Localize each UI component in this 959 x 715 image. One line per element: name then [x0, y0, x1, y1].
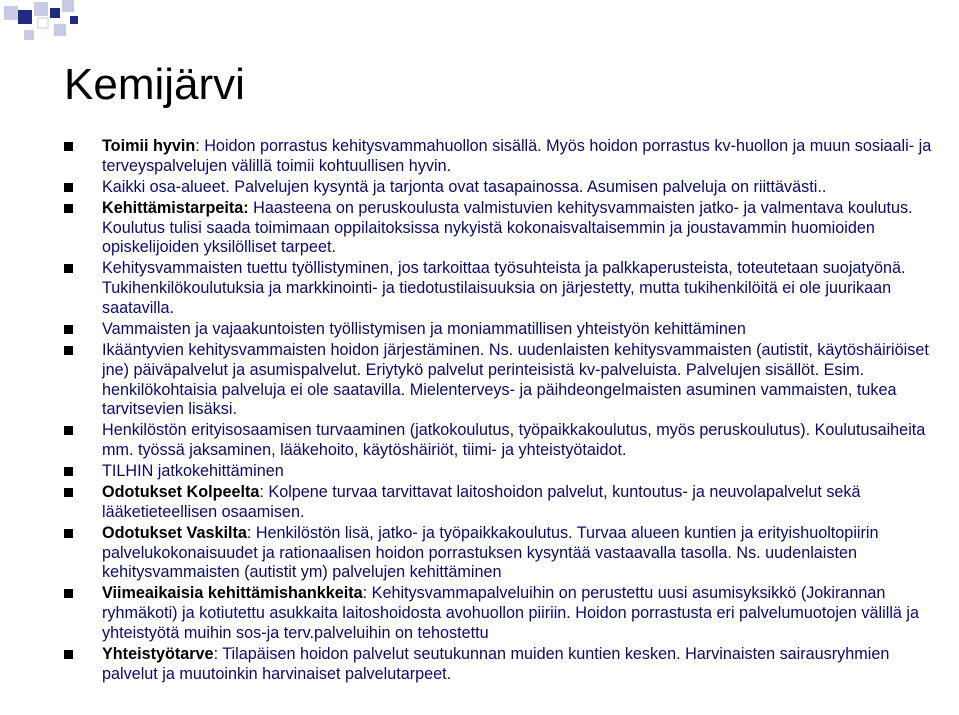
bullet-text: Henkilöstön erityisosaamisen turvaaminen (jatkokoulutus, työpaikkakoulutus, myös peruskoulutus). Koulutusaiheita mm. työssä jaksaminen, lääkehoito, käytöshäiriöt, tiimi- ja yhteistyötaidot. [102, 421, 930, 460]
bullet-heading: Odotukset Vaskilta [102, 523, 247, 542]
bullet-text: : Tilapäisen hoidon palvelut seutukunnan muiden kuntien kesken. Harvinaisten sairausryhmien palvelut ja muutoinkin harvinaiset palvelutarpeet. [102, 644, 894, 683]
bullet-text: Ikääntyvien kehitysvammaisten hoidon järjestäminen. Ns. uudenlaisten kehitysvammaisten (autistit, käytöshäiriöiset jne) päiväpalvelut ja asumispalvelut. Eriytykö palvelut perinteisistä kv-palveluista. Palvelujen sisällöt. Esim. henkilökohtaisia palveluja ei ole saatavilla. Mielenterveys- ja päihdeongelmaisten asuminen vammaisten, tukea tarvitsevien lisäksi. [102, 340, 934, 419]
square-bullet-icon [64, 426, 73, 435]
bullet-item [64, 341, 944, 420]
bullet-text: : Hoidon porrastus kehitysvammahuollon sisällä. Myös hoidon porrastus kv-huollon ja muun sosiaali- ja terveyspalvelujen välillä toimii kohtuullisen hyvin. [102, 137, 936, 175]
square-bullet-icon [64, 204, 73, 213]
bullet-heading: Odotukset Kolpeelta [102, 483, 260, 502]
bullet-item [64, 584, 944, 643]
bullet-item [64, 483, 944, 523]
bullet-text: Kehitysvammaisten tuettu työllistyminen, jos tarkoittaa työsuhteista ja palkkaperusteista, toteutetaan suojatyönä. Tukihenkilökoulutuksia ja markkinointi- ja tiedotustilaisuuksia on järjestetty, mutta tukihenkilöitä ei ole juurikaan saatavilla. [102, 259, 910, 317]
square-bullet-icon [64, 346, 73, 355]
square-bullet-icon [64, 142, 73, 151]
bullet-text: TILHIN jatkokehittäminen [102, 462, 284, 481]
square-bullet-icon [64, 183, 73, 192]
bullet-text: Kaikki osa-alueet. Palvelujen kysyntä ja tarjonta ovat tasapainossa. Asumisen palveluja on riittävästi.. [102, 177, 827, 196]
bullet-heading: Toimii hyvin [102, 137, 196, 155]
bullet-list [64, 137, 944, 686]
bullet-text: : Kolpene turvaa tarvittavat laitoshoidon palvelut, kuntoutus- ja neuvolapalvelut sekä lääketieteellisen osaamisen. [102, 483, 866, 521]
bullet-heading: Yhteistyötarve [102, 644, 214, 663]
bullet-item [64, 178, 944, 198]
corner-decoration [0, 0, 100, 60]
square-bullet-icon [64, 488, 73, 497]
square-bullet-icon [64, 467, 73, 476]
bullet-heading: Kehittämistarpeita: [102, 198, 249, 217]
bullet-text: : Henkilöstön lisä, jatko- ja työpaikkakoulutus. Turvaa alueen kuntien ja erityishuoltopiirin palvelukokonaisuudet ja rationaalisen hoidon porrastuksen kysyntää vastaavalla tasolla. Ns. uudenlaisten kehitysvammaisten (autistit ym) palvelujen kehittäminen [102, 523, 883, 582]
bullet-item [64, 259, 944, 318]
bullet-text: Haasteena on peruskoulusta valmistuvien kehitysvammaisten jatko- ja valmentava koulutus. Koulutus tulisi saada toimimaan oppilaitoksissa nykyistä kokonaisvaltaisemmin ja joustavammin huomioiden opiskelijoiden yksilölliset tarpeet. [102, 198, 918, 257]
square-bullet-icon [64, 589, 73, 598]
slide-title: Kemijärvi [64, 60, 245, 109]
bullet-heading: Viimeaikaisia kehittämishankkeita [102, 584, 363, 603]
bullet-text: Vammaisten ja vajaakuntoisten työllistymisen ja moniammatillisen yhteistyön kehittäminen [102, 319, 746, 338]
bullet-item [64, 137, 944, 177]
square-bullet-icon [64, 325, 73, 334]
square-bullet-icon [64, 650, 73, 659]
bullet-item [64, 462, 944, 482]
bullet-item [64, 421, 944, 461]
bullet-item [64, 320, 944, 340]
square-bullet-icon [64, 264, 73, 273]
bullet-item [64, 524, 944, 583]
bullet-text: : Kehitysvammapalveluihin on perustettu uusi asumisyksikkö (Jokirannan ryhmäkoti) ja kotiutettu asukkaita laitoshoidosta avohuollon piiriin. Hoidon porrastusta eri palvelumuotojen välillä ja yhteistyötä muihin sos-ja terv.palveluihin on tehostettu [102, 584, 924, 642]
bullet-item [64, 199, 944, 258]
square-bullet-icon [64, 529, 73, 538]
bullet-item [64, 645, 944, 685]
